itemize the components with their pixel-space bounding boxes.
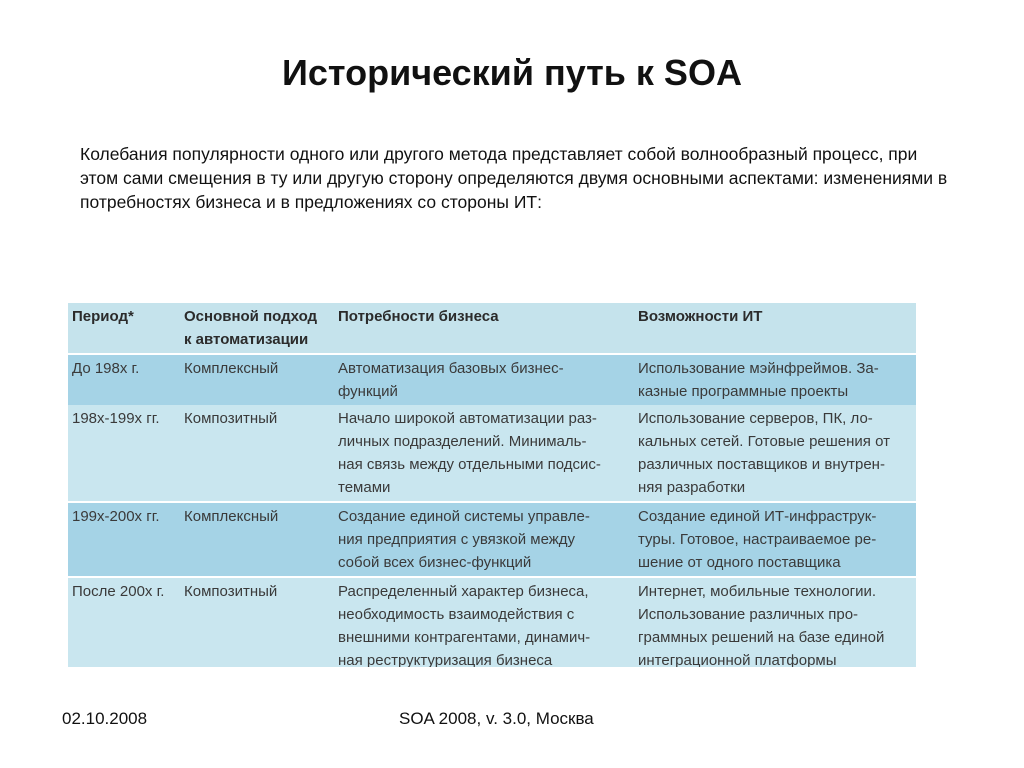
column-header-business-needs: Потребности бизнеса — [334, 303, 634, 354]
footer-event: SOA 2008, v. 3.0, Москва — [399, 709, 594, 728]
cell-it-capabilities: Интернет, мобильные технологии. Использование различных про- граммных решений на базе единой интеграционной платформы — [638, 583, 885, 667]
cell-it-capabilities: Использование мэйнфреймов. За- казные программные проекты — [638, 360, 879, 400]
history-table-container — [68, 303, 916, 667]
table-row — [68, 354, 916, 405]
slide-title: Исторический путь к SOA — [282, 52, 742, 93]
table-row — [68, 577, 916, 667]
table-row — [68, 405, 916, 502]
cell-business-needs: Создание единой системы управле- ния предприятия с увязкой между собой всех бизнес-функций — [334, 502, 634, 577]
cell-it-capabilities: Использование серверов, ПК, ло- кальных сетей. Готовые решения от различных поставщиков и внутрен- няя разработки — [634, 405, 916, 502]
intro-paragraph: Колебания популярности одного или другого метода представляет собой волнообразный процесс, при этом сами смещения в ту или другую сторону определяются двумя основными аспектами: изменениями в потребностях бизнеса и в предложениях со стороны ИТ: — [80, 144, 948, 212]
cell-it-capabilities: Создание единой ИТ-инфраструк- туры. Готовое, настраиваемое ре- шение от одного поставщика — [634, 502, 916, 577]
column-header-period: Период* — [68, 303, 180, 354]
history-table — [68, 303, 916, 667]
cell-period: 199х-200х гг. — [68, 502, 180, 577]
column-header-it-capabilities: Возможности ИТ — [634, 303, 916, 354]
table-header-row — [68, 303, 916, 354]
cell-business-needs: Распределенный характер бизнеса, необходимость взаимодействия с внешними контрагентами, динамич- ная реструктуризация бизнеса — [338, 583, 591, 667]
cell-approach: Композитный — [184, 583, 278, 600]
cell-period: После 200х г. — [72, 583, 165, 600]
cell-business-needs: Начало широкой автоматизации раз- личных подразделений. Минималь- ная связь между отдельными подсис- темами — [334, 405, 634, 502]
cell-business-needs: Автоматизация базовых бизнес- функций — [338, 360, 564, 400]
cell-approach: Комплексный — [180, 502, 334, 577]
cell-approach: Комплексный — [184, 360, 279, 377]
cell-period: До 198х г. — [72, 360, 140, 377]
cell-period: 198х-199х гг. — [68, 405, 180, 502]
cell-approach: Композитный — [180, 405, 334, 502]
table-row — [68, 502, 916, 577]
column-header-approach: Основной подход к автоматизации — [180, 303, 334, 354]
footer-date: 02.10.2008 — [62, 709, 148, 728]
